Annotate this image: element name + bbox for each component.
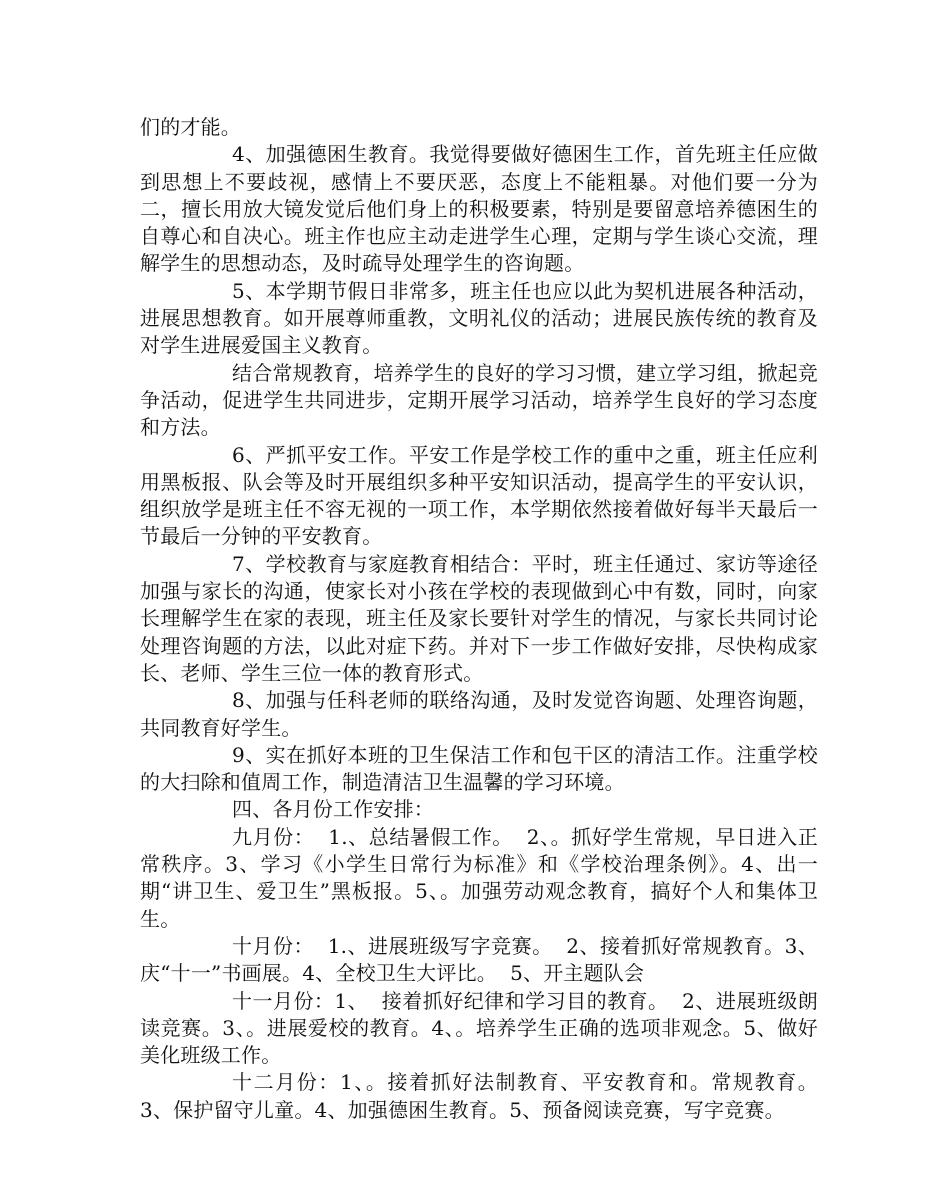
- paragraph-november: 十一月份：1、 接着抓好纪律和学习目的教育。 2、进展班级朗读竞赛。3、。进展爱校的教育。4、。培养学生正确的选项非观念。5、做好美化班级工作。: [140, 988, 818, 1068]
- paragraph-december: 十二月份：1、。接着抓好法制教育、平安教育和。常规教育。 3、保护留守儿童。4、加强德困生教育。5、预备阅读竞赛，写字竞赛。: [140, 1070, 825, 1122]
- paragraph-item-9: 9、实在抓好本班的卫生保洁工作和包干区的清洁工作。注重学校的大扫除和值周工作，制造清洁卫生温馨的学习环境。: [140, 742, 818, 795]
- paragraph-october: 十月份： 1.、进展班级写字竞赛。 2、接着抓好常规教育。3、 庆“十一”书画展。4、全校卫生大评比。 5、开主题队会: [140, 933, 832, 986]
- paragraph-routine-education: 结合常规教育，培养学生的良好的学习习惯，建立学习组，掀起竞争活动，促进学生共同进步，定期开展学习活动，培养学生良好的学习态度和方法。: [140, 360, 818, 440]
- paragraph-september: 九月份： 1.、总结暑假工作。 2、。抓好学生常规，早日进入正常秩序。3、学习《小学生日常行为标准》和《学校治理条例》。4、出一期“讲卫生、爱卫生”黑板报。5、。加强劳动观念教育，搞好个人和集体卫生。: [140, 824, 818, 931]
- paragraph-continuation: 们的才能。: [140, 115, 241, 139]
- paragraph-item-4: 4、加强德困生教育。我觉得要做好德困生工作，首先班主任应做到思想上不要歧视，感情上不要厌恶，态度上不能粗暴。对他们要一分为二，擅长用放大镜发觉后他们身上的积极要素，特别是要留意培养德困生的自尊心和自决心。班主作也应主动走进学生心理，定期与学生谈心交流，理解学生的思想动态，及时疏导处理学生的咨询题。: [140, 142, 818, 276]
- paragraph-item-7: 7、学校教育与家庭教育相结合：平时，班主任通过、家访等途径加强与家长的沟通，使家长对小孩在学校的表现做到心中有数，同时，向家长理解学生在家的表现，班主任及家长要针对学生的情况，与家长共同讨论处理咨询题的方法，以此对症下药。并对下一步工作做好安排，尽快构成家长、老师、学生三位一体的教育形式。: [140, 551, 818, 685]
- paragraph-item-8: 8、加强与任科老师的联络沟通，及时发觉咨询题、处理咨询题，共同教育好学生。: [140, 688, 818, 740]
- paragraph-item-5: 5、本学期节假日非常多，班主任也应以此为契机进展各种活动，进展思想教育。如开展尊师重教，文明礼仪的活动；进展民族传统的教育及对学生进展爱国主义教育。: [140, 278, 818, 358]
- document-body: [140, 114, 832, 1124]
- section-heading-monthly-plan: 四、各月份工作安排：: [232, 797, 434, 822]
- paragraph-item-6: 6、严抓平安工作。平安工作是学校工作的重中之重，班主任应利用黑板报、队会等及时开展组织多种平安知识活动，提高学生的平安认识，组织放学是班主任不容无视的一项工作，本学期依然接着做好每半天最后一节最后一分钟的平安教育。: [140, 442, 818, 549]
